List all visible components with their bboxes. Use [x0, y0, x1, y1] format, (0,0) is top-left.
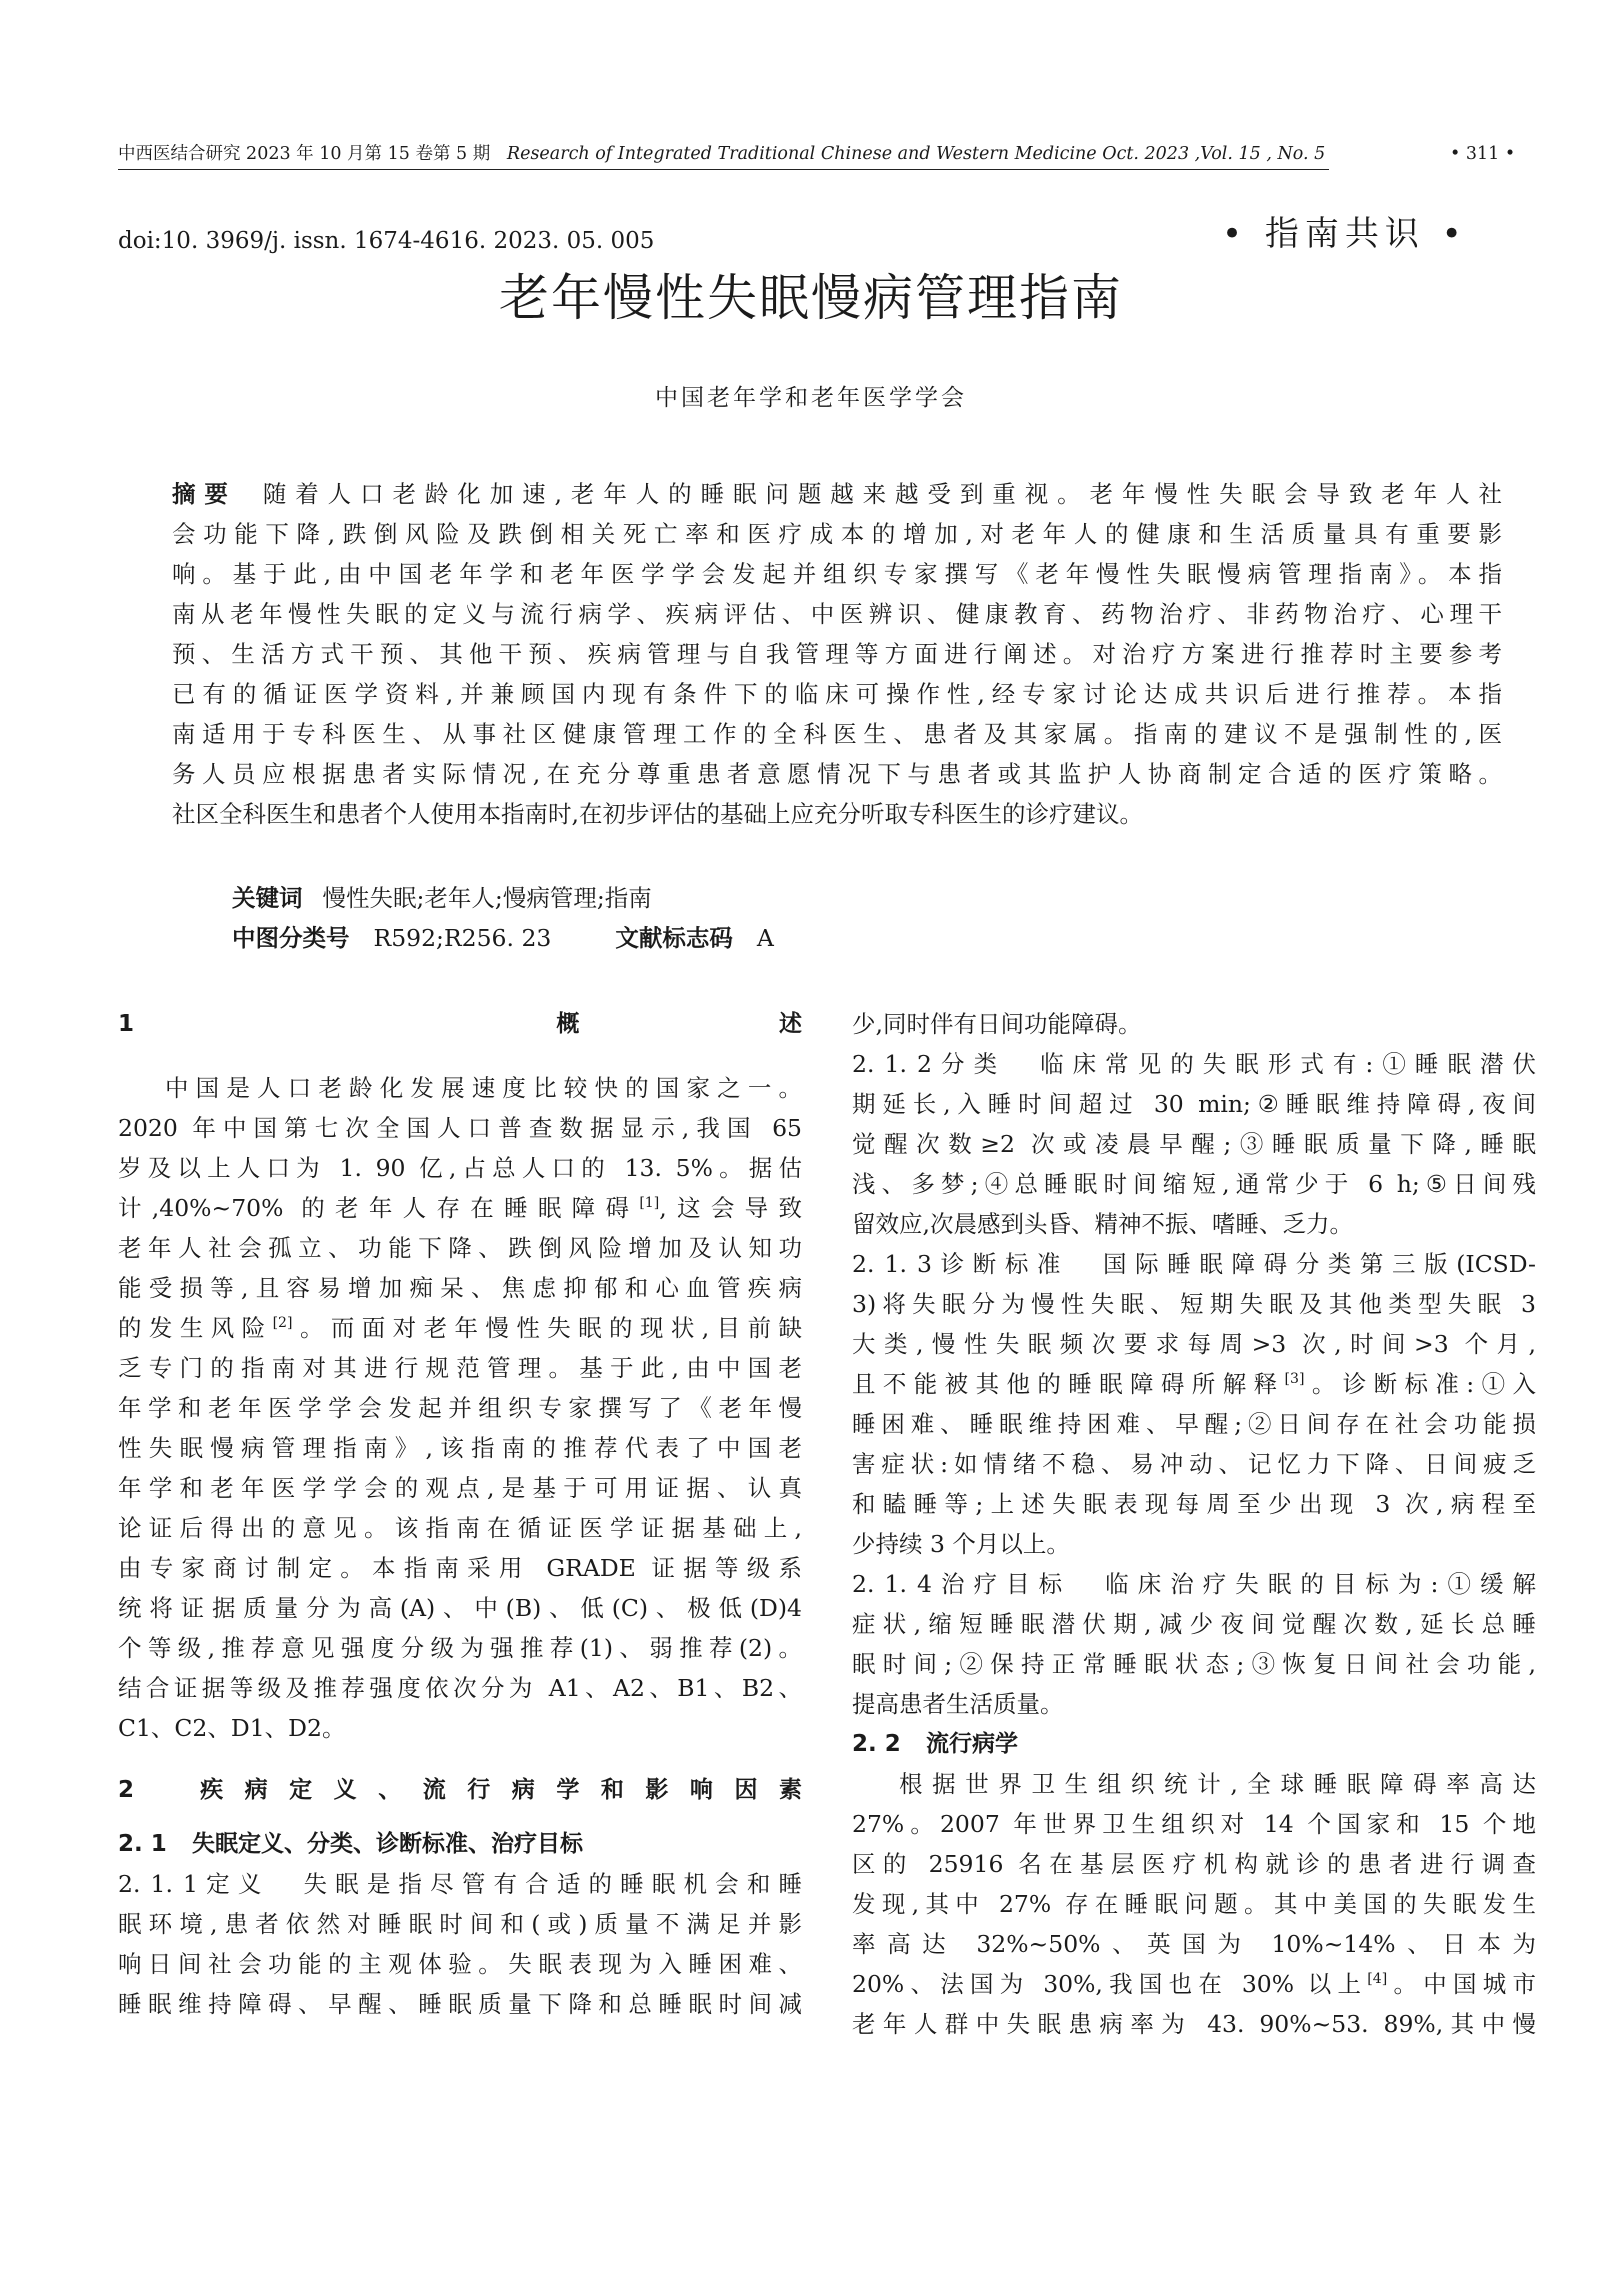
doc-code-label: 文献标志码	[615, 924, 733, 952]
abstract-line: 社区全科医生和患者个人使用本指南时,在初步评估的基础上应充分听取专科医生的诊疗建议。	[172, 800, 1143, 828]
body-line: 留效应,次晨感到头昏、精神不振、嗜睡、乏力。	[852, 1210, 1353, 1238]
keywords-line	[172, 878, 1502, 918]
body-line: 提高患者生活质量。	[852, 1690, 1064, 1718]
body-line: 大类,慢性失眠频次要求每周>3 次,时间>3 个月,	[852, 1330, 1536, 1358]
body-line: 区的 25916 名在基层医疗机构就诊的患者进行调查	[852, 1850, 1536, 1878]
abstract-line: 南适用于专科医生、从事社区健康管理工作的全科医生、患者及其家属。指南的建议不是强制性的,医	[172, 720, 1502, 748]
clc-value: R592;R256. 23	[373, 924, 552, 952]
journal-name-cn: 中西医结合研究 2023 年 10 月第 15 卷第 5 期	[118, 144, 491, 164]
body-line: 27%。2007 年世界卫生组织对 14 个国家和 15 个地	[852, 1810, 1536, 1838]
body-line: 老年人群中失眠患病率为 43. 90%~53. 89%,其中慢	[852, 2010, 1536, 2038]
citation-ref[interactable]: [1]	[639, 1195, 660, 1212]
body-line: 根据世界卫生组织统计,全球睡眠障碍率高达	[899, 1770, 1536, 1798]
body-line: 由专家商讨制定。本指南采用 GRADE 证据等级系	[118, 1554, 802, 1582]
body-line: 症状,缩短睡眠潜伏期,减少夜间觉醒次数,延长总睡	[852, 1610, 1536, 1638]
body-line	[852, 1564, 1536, 1604]
abstract-line: 务人员应根据患者实际情况,在充分尊重患者意愿情况下与患者或其监护人协商制定合适的医疗策略。	[172, 760, 1502, 788]
section-label: • 指南共识 •	[1222, 214, 1468, 254]
body-line: 结合证据等级及推荐强度依次分为 A1、A2、B1、B2、	[118, 1674, 802, 1702]
body-line: 浅、多梦;④总睡眠时间缩短,通常少于 6 h;⑤日间残	[852, 1170, 1536, 1198]
body-text: ,这会导致	[659, 1194, 802, 1222]
body-text: 国际睡眠障碍分类第三版(ICSD-	[1103, 1250, 1536, 1278]
body-line: 率高达 32%~50%、英国为 10%~14%、日本为	[852, 1930, 1536, 1958]
subsection-heading	[118, 1824, 802, 1864]
abstract-line: 响。基于此,由中国老年学和老年医学学会发起并组织专家撰写《老年慢性失眠慢病管理指南》。本指	[172, 560, 1502, 588]
abstract	[172, 474, 1502, 834]
article-title: 老年慢性失眠慢病管理指南	[499, 269, 1123, 327]
right-column	[852, 1004, 1536, 2044]
abstract-line: 会功能下降,跌倒风险及跌倒相关死亡率和医疗成本的增加,对老年人的健康和生活质量具有重要影	[172, 520, 1502, 548]
body-line	[852, 1364, 1536, 1404]
item-number: 2. 1. 1	[118, 1870, 198, 1898]
doi[interactable]: doi:10. 3969/j. issn. 1674-4616. 2023. 05. 005	[118, 228, 655, 254]
body-line: 岁及以上人口为 1. 90 亿,占总人口的 13. 5%。据估	[118, 1154, 802, 1182]
abstract-line: 南从老年慢性失眠的定义与流行病学、疾病评估、中医辨识、健康教育、药物治疗、非药物治疗、心理干	[172, 600, 1502, 628]
body-line	[852, 1244, 1536, 1284]
abstract-line: 已有的循证医学资料,并兼顾国内现有条件下的临床可操作性,经专家讨论达成共识后进行推荐。本指	[172, 680, 1502, 708]
body-line: 3)将失眠分为慢性失眠、短期失眠及其他类型失眠 3	[852, 1290, 1536, 1318]
body-line: 年学和老年医学学会发起并组织专家撰写了《老年慢	[118, 1394, 802, 1422]
body-line: 少,同时伴有日间功能障碍。	[852, 1010, 1142, 1038]
abstract-text: 随着人口老龄化加速,老年人的睡眠问题越来越受到重视。老年慢性失眠会导致老年人社	[262, 480, 1502, 508]
classification-line	[172, 918, 1502, 958]
item-number: 2. 1. 4	[852, 1570, 932, 1598]
journal-name-en: Research of Integrated Traditional Chinese and Western Medicine Oct. 2023 ,Vol. 15 , No. 5	[506, 144, 1326, 164]
subsection-title: 失眠定义、分类、诊断标准、治疗目标	[192, 1831, 583, 1857]
body-line: 期延长,入睡时间超过 30 min;②睡眠维持障碍,夜间	[852, 1090, 1536, 1118]
author: 中国老年学和老年医学学会	[655, 385, 967, 411]
classification	[172, 918, 1502, 958]
body-line: 发现,其中 27% 存在睡眠问题。其中美国的失眠发生	[852, 1890, 1536, 1918]
body-line	[118, 1864, 802, 1904]
body-line: 和瞌睡等;上述失眠表现每周至少出现 3 次,病程至	[852, 1490, 1536, 1518]
body-text: 计,40%~70% 的老年人存在睡眠障碍	[118, 1194, 640, 1222]
abstract-line	[172, 474, 1502, 514]
body-line	[118, 1308, 802, 1348]
body-line	[118, 1188, 802, 1228]
body-line: C1、C2、D1、D2。	[118, 1714, 346, 1742]
body-text: 。诊断标准:①入	[1304, 1370, 1537, 1398]
item-term: 定义	[198, 1870, 270, 1898]
page-number: • 311 •	[1450, 144, 1516, 164]
body-line: 少持续 3 个月以上。	[852, 1530, 1070, 1558]
item-term: 分类	[932, 1050, 1007, 1078]
item-term: 诊断标准	[932, 1250, 1070, 1278]
body-line: 响日间社会功能的主观体验。失眠表现为入睡困难、	[118, 1950, 802, 1978]
body-line: 眠时间;②保持正常睡眠状态;③恢复日间社会功能,	[852, 1650, 1536, 1678]
body-line: 论证后得出的意见。该指南在循证医学证据基础上,	[118, 1514, 802, 1542]
item-term: 治疗目标	[932, 1570, 1072, 1598]
subsection-title: 流行病学	[926, 1731, 1018, 1757]
keywords-text: 慢性失眠;老年人;慢病管理;指南	[322, 884, 652, 912]
body-line: 眠环境,患者依然对睡眠时间和(或)质量不满足并影	[118, 1910, 802, 1938]
subsection-heading	[852, 1724, 1536, 1764]
subsection-number: 2. 1	[118, 1831, 167, 1857]
body-text: 临床治疗失眠的目标为:①缓解	[1105, 1570, 1537, 1598]
body-line: 睡困难、睡眠维持困难、早醒;②日间存在社会功能损	[852, 1410, 1536, 1438]
subsection-number: 2. 2	[852, 1731, 901, 1757]
body-line: 2020 年中国第七次全国人口普查数据显示,我国 65	[118, 1114, 802, 1142]
doc-code-value: A	[756, 924, 774, 952]
abstract-line: 预、生活方式干预、其他干预、疾病管理与自我管理等方面进行阐述。对治疗方案进行推荐时主要参考	[172, 640, 1502, 668]
citation-ref[interactable]: [3]	[1284, 1371, 1305, 1388]
left-column	[118, 1004, 802, 2024]
body-line: 能受损等,且容易增加痴呆、焦虑抑郁和心血管疾病	[118, 1274, 802, 1302]
body-line: 老年人社会孤立、功能下降、跌倒风险增加及认知功	[118, 1234, 802, 1262]
citation-ref[interactable]: [4]	[1367, 1971, 1388, 1988]
body-line	[852, 1044, 1536, 1084]
body-text: 且不能被其他的睡眠障碍所解释	[852, 1370, 1285, 1398]
clc-label: 中图分类号	[232, 924, 350, 952]
keywords	[172, 878, 1502, 918]
body-line: 性失眠慢病管理指南》,该指南的推荐代表了中国老	[118, 1434, 802, 1462]
body-text: 。而面对老年慢性失眠的现状,目前缺	[292, 1314, 802, 1342]
body-text: 失眠是指尽管有合适的睡眠机会和睡	[303, 1870, 802, 1898]
body-text: 临床常见的失眠形式有:①睡眠潜伏	[1040, 1050, 1537, 1078]
body-line: 统将证据质量分为高(A)、中(B)、低(C)、极低(D)4	[118, 1594, 802, 1622]
section-heading: 2 疾病定义、流行病学和影响因素	[118, 1777, 802, 1803]
body-line: 个等级,推荐意见强度分级为强推荐(1)、弱推荐(2)。	[118, 1634, 802, 1662]
body-line	[852, 1964, 1536, 2004]
citation-ref[interactable]: [2]	[272, 1315, 293, 1332]
body-line: 觉醒次数≥2 次或凌晨早醒;③睡眠质量下降,睡眠	[852, 1130, 1536, 1158]
body-text: 20%、法国为 30%,我国也在 30% 以上	[852, 1970, 1368, 1998]
abstract-label: 摘要	[172, 480, 237, 508]
journal-info	[118, 139, 1329, 170]
item-number: 2. 1. 2	[852, 1050, 932, 1078]
body-line: 年学和老年医学学会的观点,是基于可用证据、认真	[118, 1474, 802, 1502]
item-number: 2. 1. 3	[852, 1250, 932, 1278]
body-text: 。中国城市	[1387, 1970, 1537, 1998]
body-line: 睡眠维持障碍、早醒、睡眠质量下降和总睡眠时间减	[118, 1990, 802, 2018]
body-text: 的发生风险	[118, 1314, 273, 1342]
body-line: 乏专门的指南对其进行规范管理。基于此,由中国老	[118, 1354, 802, 1382]
section-heading: 1 概述	[118, 1011, 802, 1037]
body-line: 中国是人口老龄化发展速度比较快的国家之一。	[165, 1074, 802, 1102]
keywords-label: 关键词	[232, 884, 303, 912]
running-header	[118, 139, 1518, 169]
body-line: 害症状:如情绪不稳、易冲动、记忆力下降、日间疲乏	[852, 1450, 1536, 1478]
